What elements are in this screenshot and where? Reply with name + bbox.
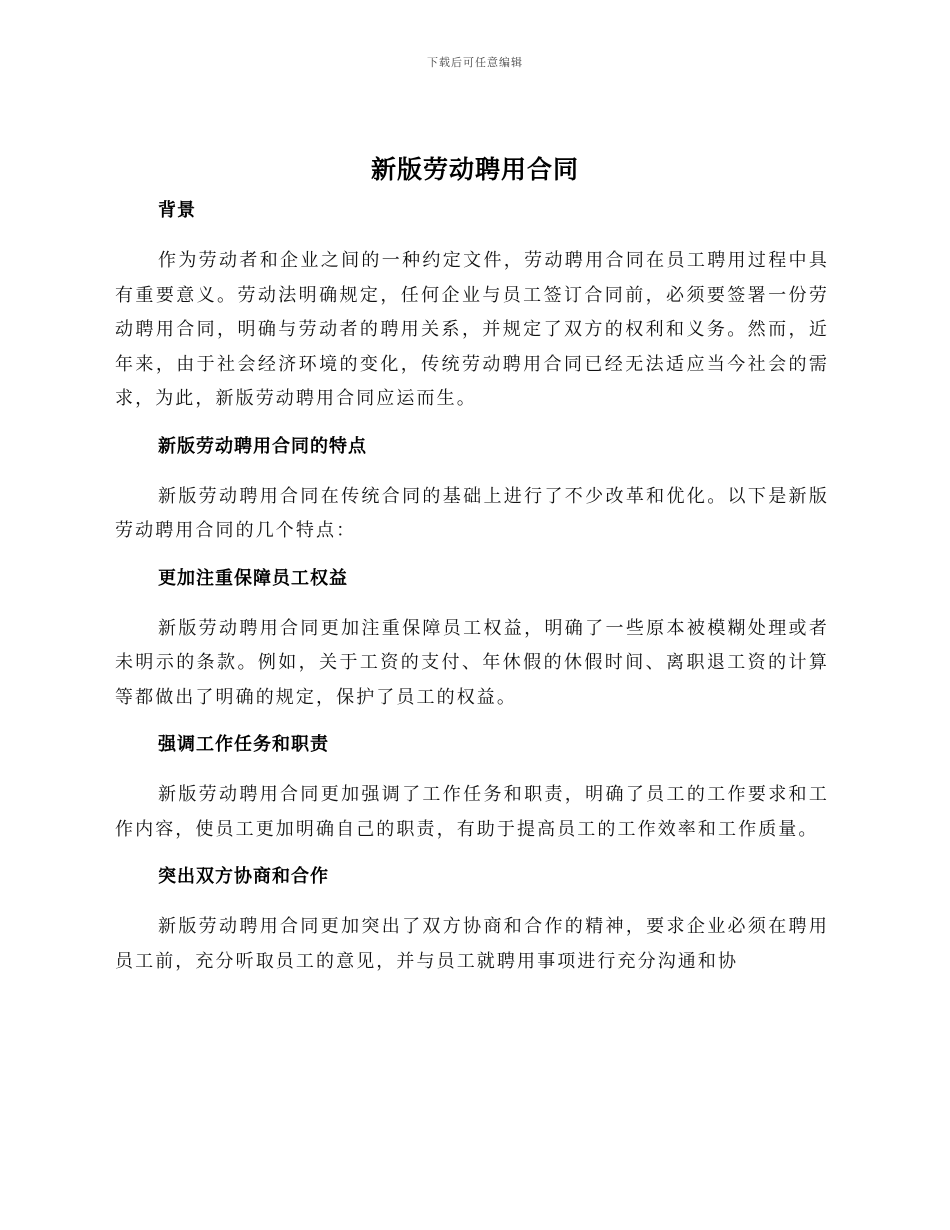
document-title: 新版劳动聘用合同 [370, 155, 579, 184]
section-heading-employee-rights: 更加注重保障员工权益 [158, 567, 348, 589]
document-body [115, 196, 829, 979]
header-note: 下载后可任意编辑 [427, 56, 523, 69]
section-heading-cooperation: 突出双方协商和合作 [158, 866, 329, 887]
section-heading-background: 背景 [158, 200, 196, 221]
section-paragraph-employee-rights: 新版劳动聘用合同更加注重保障员工权益，明确了一些原本被模糊处理或者未明示的条款。例如，关于工资的支付、年休假的休假时间、离职退工资的计算等都做出了明确的规定，保护了员工的权益。 [115, 617, 829, 708]
section-heading-duties: 强调工作任务和职责 [158, 734, 329, 755]
section-paragraph-cooperation: 新版劳动聘用合同更加突出了双方协商和合作的精神，要求企业必须在聘用员工前，充分听取员工的意见，并与员工就聘用事项进行充分沟通和协 [115, 916, 829, 972]
section-paragraph-background: 作为劳动者和企业之间的一种约定文件，劳动聘用合同在员工聘用过程中具有重要意义。劳动法明确规定，任何企业与员工签订合同前，必须要签署一份劳动聘用合同，明确与劳动者的聘用关系，并规定了双方的权利和义务。然而，近年来，由于社会经济环境的变化，传统劳动聘用合同已经无法适应当今社会的需求，为此，新版劳动聘用合同应运而生。 [115, 250, 829, 409]
section-paragraph-features: 新版劳动聘用合同在传统合同的基础上进行了不少改革和优化。以下是新版劳动聘用合同的几个特点： [115, 485, 829, 541]
section-heading-features: 新版劳动聘用合同的特点 [158, 435, 367, 457]
section-paragraph-duties: 新版劳动聘用合同更加强调了工作任务和职责，明确了员工的工作要求和工作内容，使员工更加明确自己的职责，有助于提高员工的工作效率和工作质量。 [115, 784, 829, 840]
